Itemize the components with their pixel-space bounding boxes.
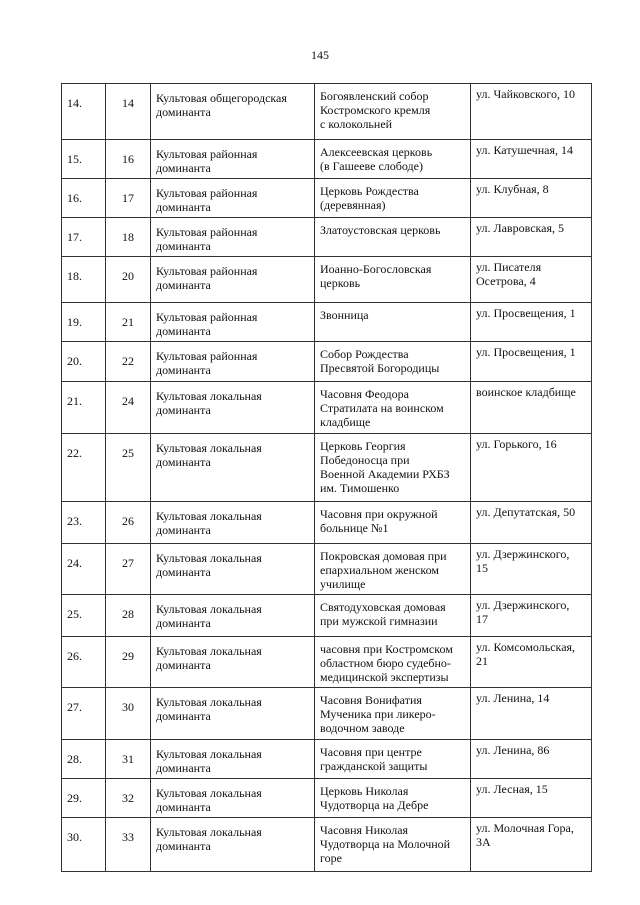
object-id-cell (106, 740, 151, 779)
row-number-cell (62, 740, 106, 779)
object-address-cell (471, 434, 592, 502)
object-name: Часовня Николая Чудотворца на Молочной горе (320, 823, 451, 865)
dominant-type: Культовая локальная доминанта (156, 825, 262, 853)
object-name: часовня при Костромском областном бюро судебно- медицинской экспертизы (320, 642, 453, 684)
object-id: 27 (122, 556, 134, 570)
object-address-cell (471, 637, 592, 688)
table-row (62, 303, 592, 342)
row-number: 19. (67, 315, 82, 329)
row-number: 14. (67, 96, 82, 110)
object-name: Часовня Вонифатия Мученика при ликеро- водочном заводе (320, 693, 436, 735)
object-address: ул. Ленина, 86 (476, 743, 550, 757)
dominant-type-cell (151, 818, 315, 872)
dominant-type-cell (151, 84, 315, 140)
object-id: 32 (122, 791, 134, 805)
row-number-cell (62, 818, 106, 872)
dominant-type: Культовая локальная доминанта (156, 602, 262, 630)
row-number: 20. (67, 354, 82, 368)
object-address-cell (471, 544, 592, 595)
table-row (62, 779, 592, 818)
object-address: ул. Лавровская, 5 (476, 221, 565, 235)
dominant-type-cell (151, 502, 315, 544)
table-row (62, 84, 592, 140)
row-number: 17. (67, 230, 82, 244)
object-id-cell (106, 84, 151, 140)
object-address: ул. Горького, 16 (476, 437, 557, 451)
object-id-cell (106, 342, 151, 382)
object-address: ул. Дзержинского, 15 (476, 547, 570, 575)
object-name: Богоявленский собор Костромского кремля с колокольней (320, 89, 431, 131)
table-body (62, 84, 592, 872)
object-id: 26 (122, 514, 134, 528)
row-number: 22. (67, 446, 82, 460)
table-row (62, 140, 592, 179)
object-name: Иоанно-Богословская церковь (320, 262, 432, 290)
table-row (62, 382, 592, 434)
table-row (62, 637, 592, 688)
object-address: ул. Клубная, 8 (476, 182, 549, 196)
object-name-cell (315, 544, 471, 595)
dominant-type: Культовая локальная доминанта (156, 441, 262, 469)
row-number-cell (62, 688, 106, 740)
object-id-cell (106, 779, 151, 818)
dominant-type: Культовая локальная доминанта (156, 786, 262, 814)
object-id-cell (106, 140, 151, 179)
dominant-type: Культовая общегородская доминанта (156, 91, 287, 119)
object-name: Алексеевская церковь (в Гашееве слободе) (320, 145, 433, 173)
row-number: 24. (67, 556, 82, 570)
object-name: Собор Рождества Пресвятой Богородицы (320, 347, 440, 375)
object-address-cell (471, 342, 592, 382)
object-address: ул. Молочная Гора, 3А (476, 821, 574, 849)
object-id-cell (106, 544, 151, 595)
object-address: ул. Чайковского, 10 (476, 87, 575, 101)
object-name-cell (315, 218, 471, 257)
object-address-cell (471, 303, 592, 342)
object-id-cell (106, 595, 151, 637)
row-number: 15. (67, 152, 82, 166)
table-row (62, 740, 592, 779)
object-address-cell (471, 179, 592, 218)
table-row (62, 434, 592, 502)
row-number: 25. (67, 607, 82, 621)
object-id: 21 (122, 315, 134, 329)
object-address-cell (471, 595, 592, 637)
object-id-cell (106, 382, 151, 434)
object-name-cell (315, 502, 471, 544)
dominant-type-cell (151, 595, 315, 637)
object-address-cell (471, 818, 592, 872)
object-address: ул. Писателя Осетрова, 4 (476, 260, 542, 288)
row-number: 21. (67, 394, 82, 408)
dominant-type-cell (151, 342, 315, 382)
object-id-cell (106, 303, 151, 342)
object-address: ул. Просвещения, 1 (476, 306, 576, 320)
object-name-cell (315, 257, 471, 303)
object-id: 31 (122, 752, 134, 766)
dominant-type-cell (151, 218, 315, 257)
object-id: 18 (122, 230, 134, 244)
object-id: 33 (122, 830, 134, 844)
object-address: воинское кладбище (476, 385, 576, 399)
table-row (62, 179, 592, 218)
row-number-cell (62, 257, 106, 303)
dominant-type-cell (151, 140, 315, 179)
object-id-cell (106, 179, 151, 218)
object-address-cell (471, 740, 592, 779)
object-name: Златоустовская церковь (320, 223, 441, 237)
object-name-cell (315, 818, 471, 872)
object-address: ул. Катушечная, 14 (476, 143, 573, 157)
object-name: Часовня при окружной больнице №1 (320, 507, 438, 535)
object-address: ул. Лесная, 15 (476, 782, 548, 796)
row-number-cell (62, 342, 106, 382)
table-row (62, 218, 592, 257)
object-name-cell (315, 779, 471, 818)
dominant-type-cell (151, 740, 315, 779)
object-name-cell (315, 434, 471, 502)
row-number-cell (62, 303, 106, 342)
object-id: 28 (122, 607, 134, 621)
dominant-type: Культовая районная доминанта (156, 225, 258, 253)
row-number-cell (62, 434, 106, 502)
object-id: 29 (122, 649, 134, 663)
dominant-type-cell (151, 544, 315, 595)
row-number-cell (62, 218, 106, 257)
object-id: 14 (122, 96, 134, 110)
object-id-cell (106, 502, 151, 544)
object-name: Покровская домовая при епархиальном женском училище (320, 549, 447, 591)
table-row (62, 688, 592, 740)
object-name-cell (315, 688, 471, 740)
row-number: 16. (67, 191, 82, 205)
object-name-cell (315, 140, 471, 179)
dominant-type-cell (151, 637, 315, 688)
table-row (62, 595, 592, 637)
object-address: ул. Ленина, 14 (476, 691, 550, 705)
object-name: Церковь Георгия Победоносца при Военной Академии РХБЗ им. Тимошенко (320, 439, 450, 495)
object-name-cell (315, 342, 471, 382)
object-id-cell (106, 818, 151, 872)
object-address: ул. Просвещения, 1 (476, 345, 576, 359)
object-id: 25 (122, 446, 134, 460)
object-name: Святодуховская домовая при мужской гимназии (320, 600, 446, 628)
dominant-type-cell (151, 257, 315, 303)
dominant-type-cell (151, 688, 315, 740)
object-name-cell (315, 740, 471, 779)
page-number: 145 (311, 48, 329, 62)
table-row (62, 544, 592, 595)
object-id: 20 (122, 269, 134, 283)
object-address-cell (471, 502, 592, 544)
dominant-type-cell (151, 303, 315, 342)
object-name: Часовня Феодора Стратилата на воинском кладбище (320, 387, 444, 429)
row-number: 27. (67, 700, 82, 714)
object-id-cell (106, 434, 151, 502)
object-id-cell (106, 257, 151, 303)
object-id: 22 (122, 354, 134, 368)
table-row (62, 342, 592, 382)
row-number: 18. (67, 269, 82, 283)
row-number-cell (62, 779, 106, 818)
object-name-cell (315, 179, 471, 218)
object-name: Звонница (320, 308, 369, 322)
object-address-cell (471, 84, 592, 140)
dominant-type: Культовая районная доминанта (156, 349, 258, 377)
object-address: ул. Дзержинского, 17 (476, 598, 570, 626)
row-number: 26. (67, 649, 82, 663)
dominant-type-cell (151, 382, 315, 434)
dominant-type: Культовая локальная доминанта (156, 551, 262, 579)
object-address: ул. Комсомольская, 21 (476, 640, 576, 668)
row-number: 28. (67, 752, 82, 766)
object-address-cell (471, 257, 592, 303)
object-name: Церковь Николая Чудотворца на Дебре (320, 784, 429, 812)
row-number: 29. (67, 791, 82, 805)
dominant-type: Культовая локальная доминанта (156, 644, 262, 672)
row-number: 23. (67, 514, 82, 528)
row-number-cell (62, 502, 106, 544)
object-address-cell (471, 382, 592, 434)
dominant-type: Культовая локальная доминанта (156, 509, 262, 537)
object-id-cell (106, 637, 151, 688)
row-number-cell (62, 595, 106, 637)
object-name: Часовня при центре гражданской защиты (320, 745, 428, 773)
dominant-type: Культовая локальная доминанта (156, 695, 262, 723)
dominant-type: Культовая локальная доминанта (156, 389, 262, 417)
object-address: ул. Депутатская, 50 (476, 505, 576, 519)
table-row (62, 257, 592, 303)
monuments-table (61, 83, 592, 872)
dominant-type: Культовая локальная доминанта (156, 747, 262, 775)
object-name-cell (315, 382, 471, 434)
object-id-cell (106, 218, 151, 257)
row-number-cell (62, 637, 106, 688)
object-address-cell (471, 218, 592, 257)
object-id: 30 (122, 700, 134, 714)
object-address-cell (471, 688, 592, 740)
object-id: 16 (122, 152, 134, 166)
row-number-cell (62, 382, 106, 434)
row-number-cell (62, 179, 106, 218)
dominant-type-cell (151, 779, 315, 818)
row-number: 30. (67, 830, 82, 844)
dominant-type: Культовая районная доминанта (156, 264, 258, 292)
object-id-cell (106, 688, 151, 740)
row-number-cell (62, 544, 106, 595)
object-name: Церковь Рождества (деревянная) (320, 184, 419, 212)
object-name-cell (315, 303, 471, 342)
row-number-cell (62, 140, 106, 179)
object-address-cell (471, 779, 592, 818)
object-name-cell (315, 637, 471, 688)
object-id: 24 (122, 394, 134, 408)
dominant-type-cell (151, 434, 315, 502)
dominant-type-cell (151, 179, 315, 218)
dominant-type: Культовая районная доминанта (156, 147, 258, 175)
object-name-cell (315, 595, 471, 637)
row-number-cell (62, 84, 106, 140)
table-row (62, 502, 592, 544)
dominant-type: Культовая районная доминанта (156, 310, 258, 338)
object-name-cell (315, 84, 471, 140)
object-id: 17 (122, 191, 134, 205)
dominant-type: Культовая районная доминанта (156, 186, 258, 214)
table-row (62, 818, 592, 872)
object-address-cell (471, 140, 592, 179)
